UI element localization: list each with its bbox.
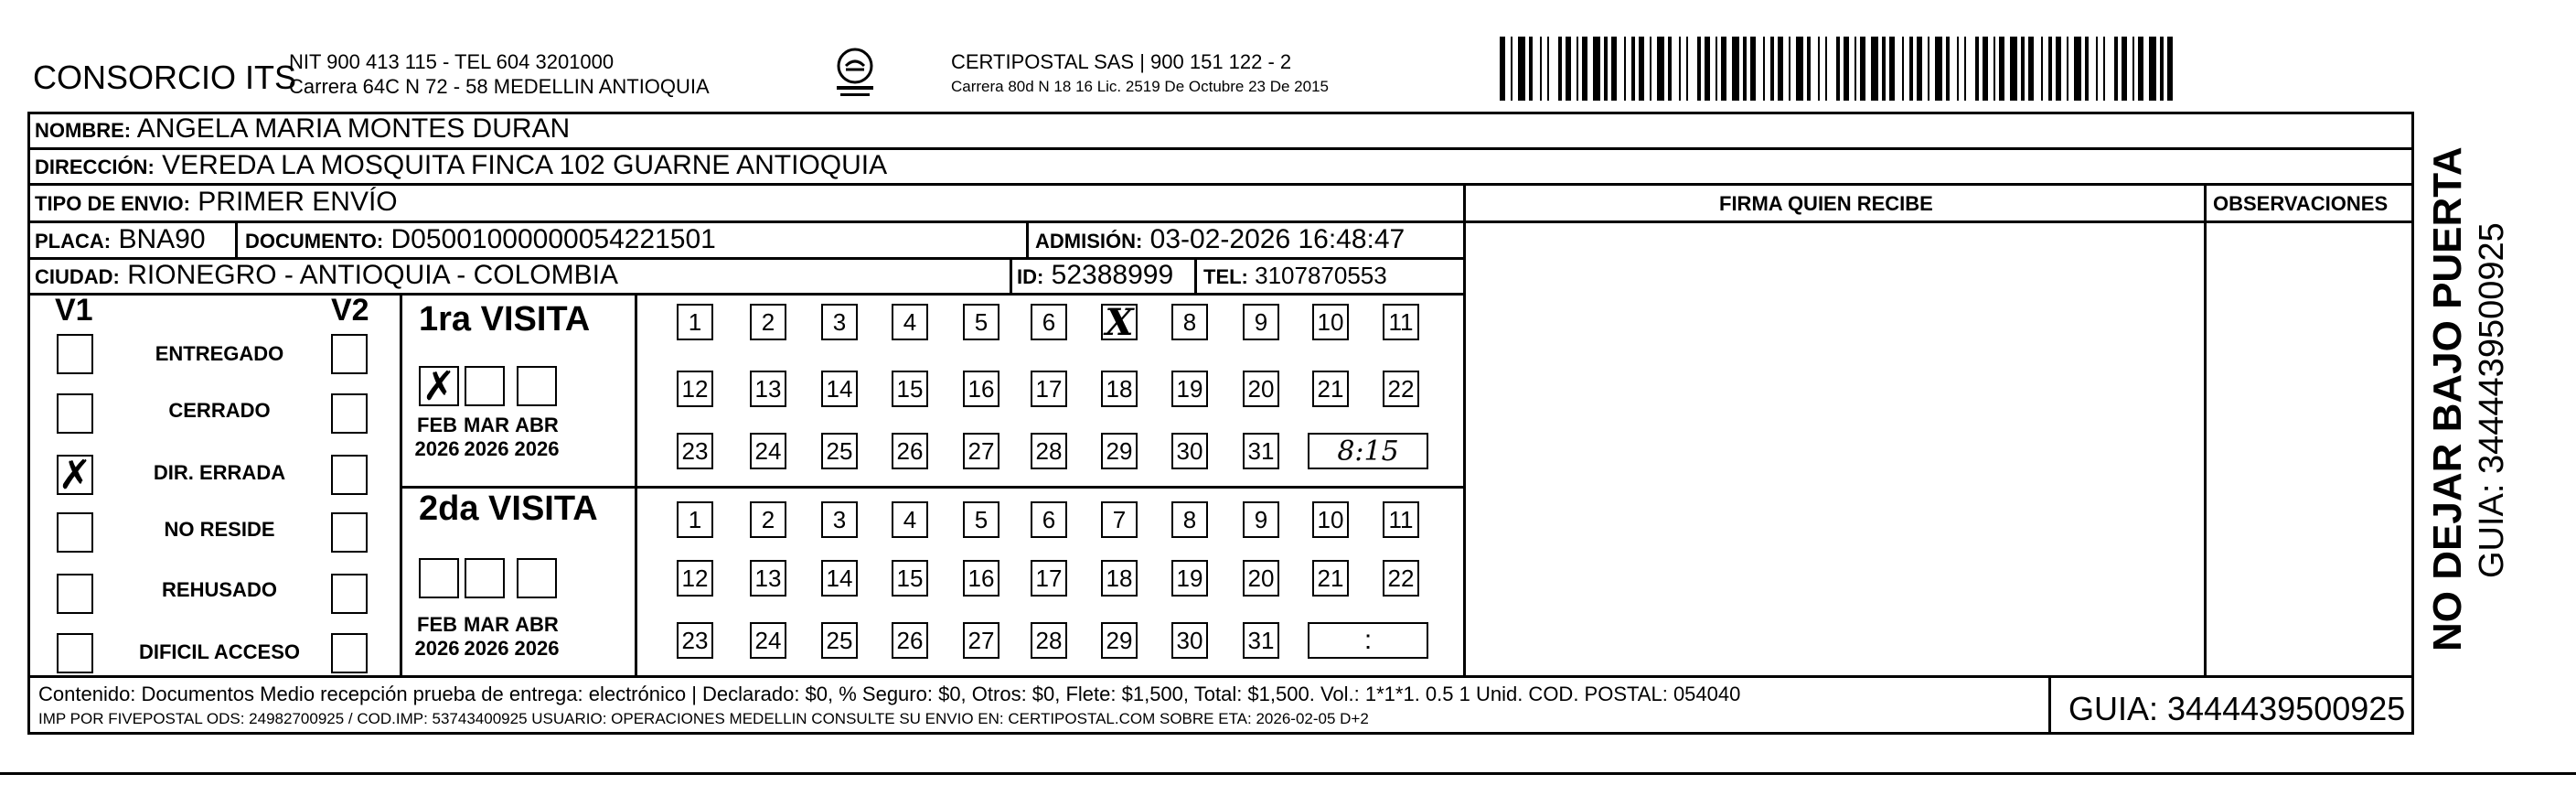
visit2-day-box: 13: [750, 560, 786, 597]
visit1-month-year: 2026: [414, 437, 460, 460]
barcode-bar: [1825, 37, 1827, 101]
barcode-bar: [1928, 37, 1929, 101]
tel-label: TEL:: [1203, 265, 1248, 288]
barcode-bar: [1902, 37, 1904, 101]
barcode-bar: [1935, 37, 1942, 101]
barcode-bar: [1778, 37, 1783, 101]
visit1-day-box: 12: [677, 371, 713, 407]
visit1-day-box: 16: [963, 371, 999, 407]
barcode-bar: [1604, 37, 1608, 101]
visit1-day-box: 24: [750, 433, 786, 469]
tipo-label: TIPO DE ENVIO:: [35, 192, 190, 215]
visit1-day-box: 14: [821, 371, 858, 407]
barcode-bar: [1518, 37, 1525, 101]
barcode-bar: [1593, 37, 1600, 101]
visit2-month-label: [509, 613, 564, 661]
barcode-bar: [1796, 37, 1803, 101]
status-v2-box: [331, 512, 368, 553]
documento-row: [245, 224, 716, 255]
status-v1-box: [57, 512, 93, 553]
visit2-day-box: 21: [1312, 560, 1349, 597]
barcode-bar: [1750, 37, 1756, 101]
documento-label: DOCUMENTO:: [245, 230, 384, 253]
visit2-day-box: 6: [1031, 501, 1067, 538]
certipostal-logo: [828, 46, 882, 101]
status-label: CERRADO: [168, 399, 271, 422]
visit1-month-label: [410, 414, 465, 461]
barcode-bar: [1993, 37, 1995, 101]
visit2-day-box: 25: [821, 622, 858, 659]
barcode-bar: [1871, 37, 1878, 101]
visit1-title: 1ra VISITA: [419, 300, 591, 339]
barcode-bar: [2028, 37, 2034, 101]
visit1-day-box: 6: [1031, 304, 1067, 340]
visit1-month-box: [517, 366, 557, 406]
visit1-day-box: 26: [892, 433, 928, 469]
barcode-bar: [2149, 37, 2156, 101]
direccion-row: [35, 150, 887, 181]
visit2-day-box: 22: [1383, 560, 1419, 597]
barcode-bar: [2048, 37, 2052, 101]
visit2-month-name: MAR: [463, 613, 510, 636]
status-v2-box: [331, 334, 368, 374]
tipo-row: [35, 187, 398, 218]
company-info: [289, 49, 710, 99]
visit2-day-box: 15: [892, 560, 928, 597]
visit1-day-box: 3: [821, 304, 858, 340]
barcode-bar: [1983, 37, 1988, 101]
visit1-day-box: 1: [677, 304, 713, 340]
barcode-bar: [1975, 37, 1979, 101]
visit1-day-box: 8: [1171, 304, 1208, 340]
visit1-day-box: 25: [821, 433, 858, 469]
footer-guia: GUIA: 3444439500925: [2068, 690, 2406, 727]
visit1-month-box: [465, 366, 505, 406]
certipostal-nit: CERTIPOSTAL SAS | 900 151 122 - 2: [951, 50, 1292, 73]
visit1-day-box: 2: [750, 304, 786, 340]
visit1-day-box: 19: [1171, 371, 1208, 407]
visit2-day-box: 8: [1171, 501, 1208, 538]
visit2-day-box: 20: [1243, 560, 1279, 597]
barcode-bar: [1860, 37, 1865, 101]
id-label: ID:: [1017, 265, 1044, 288]
admision-value: 03-02-2026 16:48:47: [1149, 224, 1406, 254]
barcode-bar: [1631, 37, 1635, 101]
visit1-month-year: 2026: [514, 437, 560, 460]
visit2-month-box: [419, 558, 459, 598]
barcode-bar: [1889, 37, 1895, 101]
visit1-day-box: 18: [1101, 371, 1138, 407]
barcode-bar: [1577, 37, 1578, 101]
visit2-day-box: 2: [750, 501, 786, 538]
visit1-month-label: [459, 414, 514, 461]
barcode: [1500, 37, 2186, 101]
barcode-bar: [1547, 37, 1549, 101]
visit1-month-name: MAR: [463, 414, 510, 436]
barcode-bar: [1957, 37, 1959, 101]
visit2-day-box: 23: [677, 622, 713, 659]
barcode-bar: [1500, 37, 1505, 101]
status-label: NO RESIDE: [164, 518, 275, 541]
company-nit: NIT 900 413 115 - TEL 604 3201000: [289, 50, 615, 73]
ciudad-value: RIONEGRO - ANTIOQUIA - COLOMBIA: [127, 260, 618, 290]
status-label: REHUSADO: [162, 578, 277, 601]
visit1-month-name: FEB: [417, 414, 457, 436]
firma-label: FIRMA QUIEN RECIBE: [1719, 192, 1933, 215]
visit1-month-name: ABR: [515, 414, 559, 436]
visit1-month-year: 2026: [464, 437, 509, 460]
visit2-day-box: 4: [892, 501, 928, 538]
observaciones-label: OBSERVACIONES: [2213, 192, 2389, 215]
barcode-bar: [1668, 37, 1672, 101]
visit2-month-label: [410, 613, 465, 661]
barcode-bar: [1743, 37, 1747, 101]
barcode-bar: [1611, 37, 1617, 101]
ciudad-row: [35, 260, 618, 291]
ciudad-label: CIUDAD:: [35, 265, 120, 288]
status-v2-box: [331, 633, 368, 673]
status-v1-box: [57, 334, 93, 374]
barcode-bar: [1511, 37, 1512, 101]
barcode-bar: [2010, 37, 2017, 101]
visit2-month-box: [465, 558, 505, 598]
visit1-day-box: 22: [1383, 371, 1419, 407]
visit1-day-box: 9: [1243, 304, 1279, 340]
visit2-day-box: 30: [1171, 622, 1208, 659]
barcode-bar: [1844, 37, 1849, 101]
nombre-label: NOMBRE:: [35, 119, 132, 142]
id-row: [1017, 260, 1173, 291]
barcode-bar: [1964, 37, 1966, 101]
barcode-bar: [2114, 37, 2118, 101]
status-v2-box: [331, 393, 368, 434]
barcode-bar: [1716, 37, 1717, 101]
visit2-month-name: FEB: [417, 613, 457, 636]
visit2-month-label: [459, 613, 514, 661]
visit2-title: 2da VISITA: [419, 489, 598, 528]
barcode-bar: [2067, 37, 2068, 101]
visit1-day-box: 15: [892, 371, 928, 407]
certipostal-info: [951, 49, 1329, 99]
status-v2-box: [331, 455, 368, 495]
barcode-bar: [1705, 37, 1710, 101]
barcode-bar: [1639, 37, 1644, 101]
admision-row: [1035, 224, 1405, 255]
admision-label: ADMISIÓN:: [1035, 230, 1143, 253]
barcode-bar: [1917, 37, 1922, 101]
tel-value: 3107870553: [1255, 262, 1387, 289]
barcode-bar: [1855, 37, 1856, 101]
visit2-day-box: 9: [1243, 501, 1279, 538]
barcode-bar: [1657, 37, 1664, 101]
barcode-bar: [1763, 37, 1765, 101]
barcode-bar: [1582, 37, 1587, 101]
visit1-month-label: [509, 414, 564, 461]
side-guia: GUIA: 3444439500925: [2473, 222, 2511, 578]
direccion-value: VEREDA LA MOSQUITA FINCA 102 GUARNE ANTIOQUIA: [162, 150, 888, 180]
visit2-day-box: 3: [821, 501, 858, 538]
visit2-day-box: 14: [821, 560, 858, 597]
visit1-day-box: 30: [1171, 433, 1208, 469]
placa-label: PLACA:: [35, 230, 112, 253]
barcode-bar: [1566, 37, 1571, 101]
status-v2-box: [331, 574, 368, 614]
barcode-bar: [1770, 37, 1774, 101]
barcode-bar: [2122, 37, 2127, 101]
visit1-day-box: 13: [750, 371, 786, 407]
visit2-day-box: 1: [677, 501, 713, 538]
nombre-value: ANGELA MARIA MONTES DURAN: [136, 113, 571, 144]
placa-value: BNA90: [118, 224, 206, 254]
visit2-day-box: 18: [1101, 560, 1138, 597]
barcode-bar: [1529, 37, 1533, 101]
barcode-bar: [2085, 37, 2089, 101]
visit2-day-box: 28: [1031, 622, 1067, 659]
status-label: DIR. ERRADA: [153, 461, 286, 484]
status-v1-box: ✗: [58, 451, 92, 499]
barcode-bar: [2096, 37, 2098, 101]
status-v1-box: [57, 574, 93, 614]
barcode-bar: [2167, 37, 2173, 101]
status-label: ENTREGADO: [155, 342, 284, 365]
barcode-bar: [1818, 37, 1820, 101]
visit1-day-box: 23: [677, 433, 713, 469]
v1-header: V1: [55, 293, 93, 328]
visit1-day-box: 31: [1243, 433, 1279, 469]
visit2-day-box: 11: [1383, 501, 1419, 538]
visit2-month-name: ABR: [515, 613, 559, 636]
footer-imp: IMP POR FIVEPOSTAL ODS: 24982700925 / COD.IMP: 53743400925 USUARIO: OPERACIONES MEDELLIN CONSULTE SU ENVIO EN: CERTIPOSTAL.COM SOBRE ETA: 2026-02-05 D+2: [38, 710, 1369, 727]
visit1-day-box: 11: [1383, 304, 1419, 340]
barcode-bar: [1909, 37, 1913, 101]
visit2-month-year: 2026: [514, 637, 560, 660]
visit2-day-box: 31: [1243, 622, 1279, 659]
visit2-day-box: 5: [963, 501, 999, 538]
visit1-time-box: 8:15: [1308, 433, 1428, 469]
side-warning: NO DEJAR BAJO PUERTA: [2425, 146, 2470, 651]
visit1-day-box: 29: [1101, 433, 1138, 469]
visit1-day-box: 10: [1312, 304, 1349, 340]
visit2-day-box: 10: [1312, 501, 1349, 538]
visit1-day-box: 4: [892, 304, 928, 340]
barcode-bar: [1721, 37, 1726, 101]
certipostal-license: Carrera 80d N 18 16 Lic. 2519 De Octubre 23 De 2015: [951, 78, 1329, 95]
barcode-bar: [1697, 37, 1701, 101]
visit1-day-box: 21: [1312, 371, 1349, 407]
barcode-bar: [2138, 37, 2143, 101]
nombre-row: [35, 113, 570, 145]
visit1-day-box: 28: [1031, 433, 1067, 469]
visit2-day-box: 27: [963, 622, 999, 659]
v2-header: V2: [331, 293, 369, 328]
footer-content: Contenido: Documentos Medio recepción prueba de entrega: electrónico | Declarado: $0, % Seguro: $0, Otros: $0, Flete: $1,500, Total: $1,500. Vol.: 1*1*1. 0.5 1 Unid. COD. POSTAL: 054040: [38, 683, 1741, 705]
barcode-bar: [2021, 37, 2025, 101]
visit2-day-box: 12: [677, 560, 713, 597]
visit2-day-box: 16: [963, 560, 999, 597]
barcode-bar: [1789, 37, 1790, 101]
barcode-bar: [1679, 37, 1681, 101]
placa-row: [35, 224, 206, 255]
barcode-bar: [1836, 37, 1840, 101]
documento-value: D05001000000054221501: [390, 224, 716, 254]
visit1-day-box: 20: [1243, 371, 1279, 407]
visit2-month-year: 2026: [464, 637, 509, 660]
barcode-bar: [2074, 37, 2081, 101]
barcode-bar: [2041, 37, 2043, 101]
barcode-bar: [1807, 37, 1811, 101]
visit1-day-box: 5: [963, 304, 999, 340]
visit2-month-year: 2026: [414, 637, 460, 660]
visit1-day-box: 17: [1031, 371, 1067, 407]
status-v1-box: [57, 633, 93, 673]
barcode-bar: [1732, 37, 1739, 101]
tel-row: [1203, 262, 1387, 290]
visit2-day-box: 24: [750, 622, 786, 659]
direccion-label: DIRECCIÓN:: [35, 156, 155, 178]
barcode-bar: [2103, 37, 2105, 101]
visit2-day-box: 29: [1101, 622, 1138, 659]
visit1-month-box: ✗: [419, 366, 459, 406]
barcode-bar: [1946, 37, 1950, 101]
barcode-bar: [2132, 37, 2134, 101]
barcode-bar: [2160, 37, 2164, 101]
visit2-day-box: 26: [892, 622, 928, 659]
company-name: CONSORCIO ITS: [33, 59, 297, 96]
barcode-bar: [1624, 37, 1626, 101]
visit1-day-box: X: [1101, 304, 1138, 340]
barcode-bar: [1540, 37, 1542, 101]
barcode-bar: [2056, 37, 2061, 101]
id-value: 52388999: [1051, 260, 1174, 290]
status-v1-box: [57, 393, 93, 434]
tipo-value: PRIMER ENVÍO: [198, 187, 398, 217]
status-label: DIFICIL ACCESO: [138, 640, 300, 663]
visit2-day-box: 19: [1171, 560, 1208, 597]
barcode-bar: [1686, 37, 1688, 101]
visit2-time-box: :: [1308, 622, 1428, 659]
barcode-bar: [1882, 37, 1886, 101]
visit2-day-box: 7: [1101, 501, 1138, 538]
visit2-day-box: 17: [1031, 560, 1067, 597]
visit2-month-box: [517, 558, 557, 598]
barcode-bar: [1999, 37, 2004, 101]
visit1-day-box: 27: [963, 433, 999, 469]
company-address: Carrera 64C N 72 - 58 MEDELLIN ANTIOQUIA: [289, 75, 710, 98]
barcode-bar: [1650, 37, 1651, 101]
barcode-bar: [1558, 37, 1562, 101]
